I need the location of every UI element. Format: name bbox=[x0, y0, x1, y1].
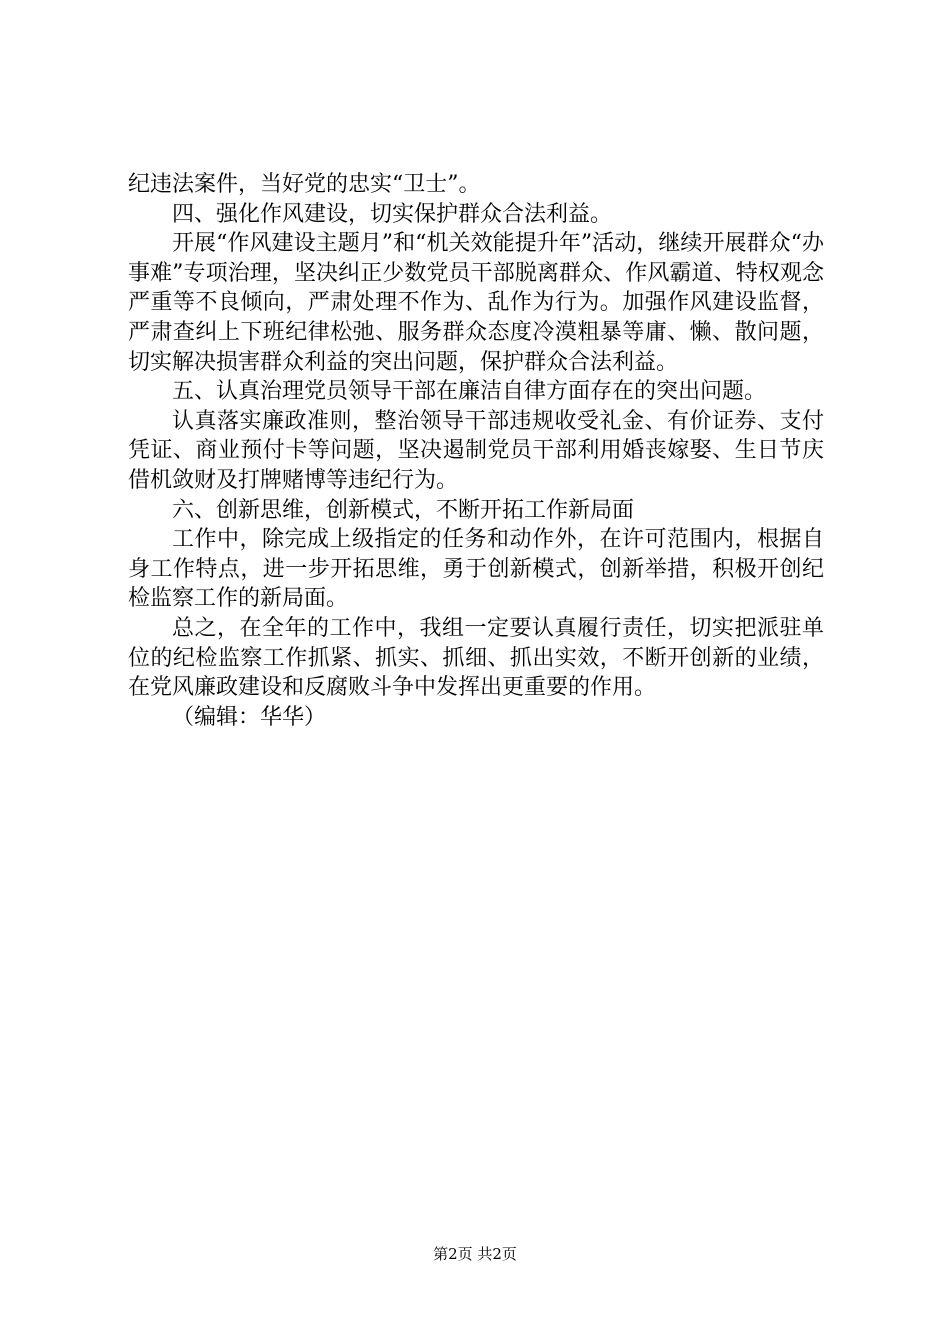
editor-note: （编辑：华华） bbox=[172, 704, 327, 730]
document-body bbox=[128, 170, 824, 732]
paragraph-section-5-body: 认真落实廉政准则，整治领导干部违规收受礼金、有价证券、支付凭证、商业预付卡等问题，坚决遏制党员干部利用婚丧嫁娶、生日节庆借机敛财及打牌赌博等违纪行为。 bbox=[128, 408, 824, 493]
heading-section-4: 四、强化作风建设，切实保护群众合法利益。 bbox=[172, 201, 613, 227]
heading-section-6: 六、创新思维，创新模式，不断开拓工作新局面 bbox=[172, 497, 635, 523]
paragraph-section-6-body: 工作中，除完成上级指定的任务和动作外，在许可范围内，根据自身工作特点，进一步开拓思维，勇于创新模式，创新举措，积极开创纪检监察工作的新局面。 bbox=[128, 527, 824, 612]
paragraph-section-4-body: 开展“作风建设主题月”和“机关效能提升年”活动，继续开展群众“办事难”专项治理，坚决纠正少数党员干部脱离群众、作风霸道、特权观念严重等不良倾向，严肃处理不作为、乱作为行为。加强作风建设监督，严肃查纠上下班纪律松弛、服务群众态度冷漠粗暴等庸、懒、散问题，切实解决损害群众利益的突出问题，保护群众合法利益。 bbox=[128, 231, 824, 375]
page-number-footer: 第2页 共2页 bbox=[433, 1245, 517, 1263]
paragraph-conclusion: 总之，在全年的工作中，我组一定要认真履行责任，切实把派驻单位的纪检监察工作抓紧、抓实、抓细、抓出实效，不断开创新的业绩，在党风廉政建设和反腐败斗争中发挥出更重要的作用。 bbox=[128, 615, 824, 701]
heading-section-5: 五、认真治理党员领导干部在廉洁自律方面存在的突出问题。 bbox=[172, 379, 767, 405]
paragraph-1: 纪违法案件，当好党的忠实“卫士”。 bbox=[128, 172, 481, 197]
